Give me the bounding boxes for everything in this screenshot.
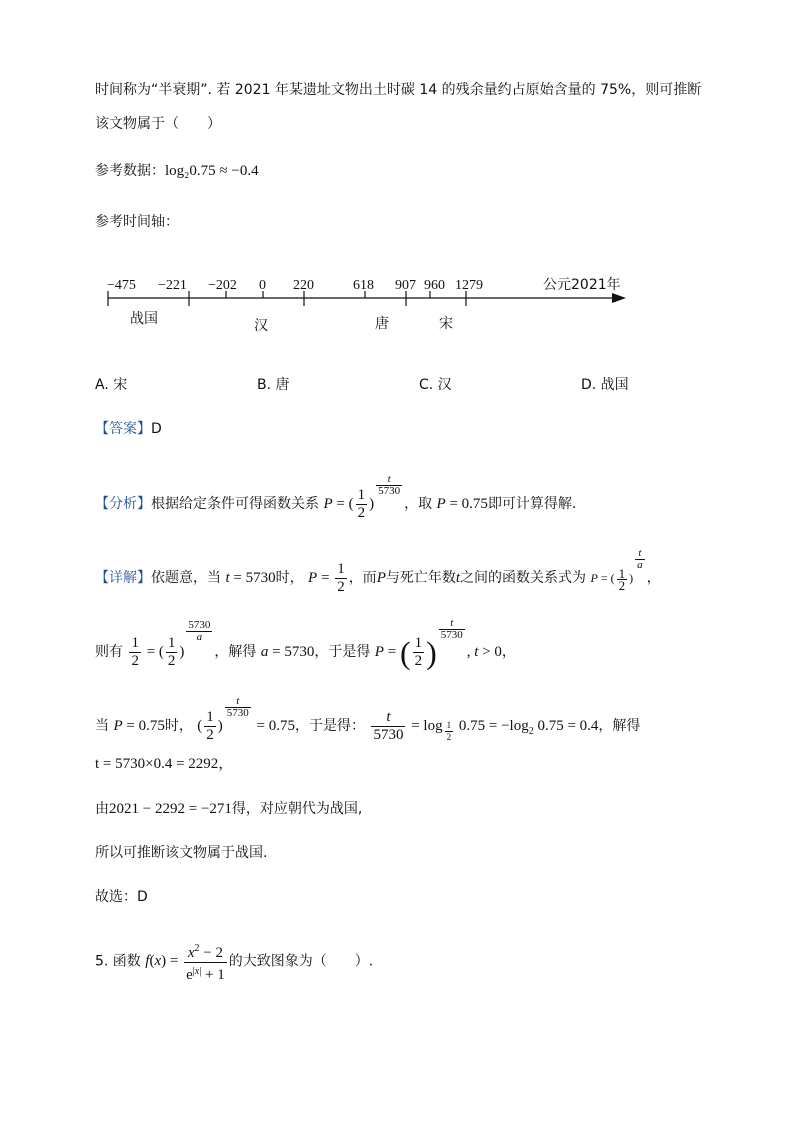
detail-text: 则有 xyxy=(95,644,123,660)
reference-data-formula: log₂0.75 ≈ −0.4 xyxy=(165,163,259,179)
reference-data-label: 参考数据： xyxy=(95,163,165,179)
formula-p-value: P = 0.75 xyxy=(436,496,488,512)
timeline-arrow-icon xyxy=(612,293,626,303)
analysis-tag: 【分析】 xyxy=(95,496,151,512)
problem-line-2: 该文物属于（ ） xyxy=(95,116,221,132)
answer xyxy=(95,419,162,439)
reference-data xyxy=(95,161,259,181)
detail-text: ，于是得 xyxy=(314,644,371,660)
detail-text: ，于是得： xyxy=(295,718,366,734)
formula-p-half-power-a: P = ( $\frac{1}{2}$ ) $\frac{t}{a}$ xyxy=(590,547,643,593)
detail-line-7: 故选：D xyxy=(95,889,148,905)
answer-value: D xyxy=(151,421,162,437)
formula-p-function: P = ( $\frac{1}{2}$ ) $\frac{t}{5730}$ , t > 0 xyxy=(374,617,502,671)
next-problem-number: 5. 函数 xyxy=(95,953,141,970)
option-b: B. 唐 xyxy=(257,377,290,393)
reference-timeline xyxy=(0,260,794,340)
formula-half-power-075: ( $\frac{1}{2}$ ) $\frac{t}{5730}$ = 0.75 xyxy=(197,695,296,744)
detail-line-2: 则有 $\frac{1}{2}$ = ( $\frac{1}{2}$ ) $\frac{5730}{a}$ ，解得 a = 5730，于是得 P = ( $\frac{1}{2}$ ) $\frac{t}{5730}$ , t > 0， xyxy=(95,617,516,671)
detail-text: ，解得 xyxy=(598,718,641,734)
analysis-text: ，取 xyxy=(404,496,433,512)
dynasty-label: 唐 xyxy=(375,316,389,332)
symbol-p: P xyxy=(376,570,386,586)
formula-p-half: P = $\frac{1}{2}$ xyxy=(308,561,345,596)
year-label: 公元2021年 xyxy=(543,277,621,293)
analysis-text: 即可计算得解. xyxy=(487,496,577,512)
formula-a-5730: a = 5730 xyxy=(260,644,315,660)
detail-line-4: t = 5730×0.4 = 2292， xyxy=(95,756,234,772)
year-label: 220 xyxy=(293,278,314,293)
option-c: C. 汉 xyxy=(419,377,452,393)
detail-text: 由 xyxy=(95,801,109,817)
formula-t-5730: t = 5730 xyxy=(225,570,276,586)
detail-text: 依题意，当 xyxy=(151,570,221,586)
formula-p-half-power: P = ( $\frac{1}{2}$ ) $\frac{t}{5730}$ xyxy=(323,473,401,522)
year-label: −221 xyxy=(158,278,187,293)
answer-tag: 【答案】 xyxy=(95,421,151,437)
detail-text: 时， xyxy=(164,718,193,734)
next-problem xyxy=(95,940,373,984)
year-label: −475 xyxy=(107,278,136,293)
analysis-text: 根据给定条件可得函数关系 xyxy=(151,496,319,512)
year-label: −202 xyxy=(208,278,237,293)
detail-text: 时， xyxy=(275,570,304,586)
detail-tag: 【详解】 xyxy=(95,570,151,586)
option-a: A. 宋 xyxy=(95,377,128,393)
next-problem-text: 的大致图象为（ ）. xyxy=(228,953,374,970)
symbol-t: t xyxy=(455,570,461,586)
year-label: 960 xyxy=(424,278,445,293)
detail-text: ，而 xyxy=(348,570,377,586)
dynasty-label: 战国 xyxy=(130,311,158,327)
detail-text: ，解得 xyxy=(214,644,257,660)
detail-text: 当 xyxy=(95,718,109,734)
year-label: 907 xyxy=(395,278,416,293)
formula-year-difference: 2021 − 2292 = −271 xyxy=(109,801,232,817)
year-label: 1279 xyxy=(455,278,483,293)
detail-text: 得，对应朝代为战国, xyxy=(231,801,363,817)
dynasty-label: 汉 xyxy=(254,318,268,334)
problem-line-1: 时间称为“半衰期”. 若 2021 年某遗址文物出土时碳 14 的残余量约占原始含量的 75%，则可推断 xyxy=(95,82,702,98)
detail-text: 之间的函数关系式为 xyxy=(460,570,587,586)
detail-line-3 xyxy=(95,696,640,752)
dynasty-label: 宋 xyxy=(439,316,453,332)
detail-line-5 xyxy=(95,799,362,819)
detail-line-6: 所以可推断该文物属于战国. xyxy=(95,845,268,861)
formula-log-solution: $\frac{t}{5730}$ = log $\frac{1}{2}$ $0.75 = -\log_2$ 0.75 = 0.4 xyxy=(373,709,599,744)
formula-p-075: P = 0.75 xyxy=(113,718,165,734)
analysis xyxy=(95,474,576,522)
year-label: 618 xyxy=(353,278,374,293)
option-d: D. 战国 xyxy=(581,377,629,393)
formula-equation-a: $\frac{1}{2}$ = ( $\frac{1}{2}$ ) $\frac{5730}{a}$ xyxy=(131,619,211,670)
formula-f-x: f(x) = $\frac{x^2 - 2}{e^{|x|} + 1}$ xyxy=(145,953,228,969)
detail-line-1: 【详解】依题意，当 t = 5730时， P = $\frac{1}{2}$ ，而P与死亡年数t之间的函数关系式为 P = ( $\frac{1}{2}$ ) $\frac{t}{a}$ ， xyxy=(95,547,661,596)
detail-text: 与死亡年数 xyxy=(385,570,456,586)
timeline-label: 参考时间轴： xyxy=(95,214,179,230)
year-label: 0 xyxy=(259,278,266,293)
